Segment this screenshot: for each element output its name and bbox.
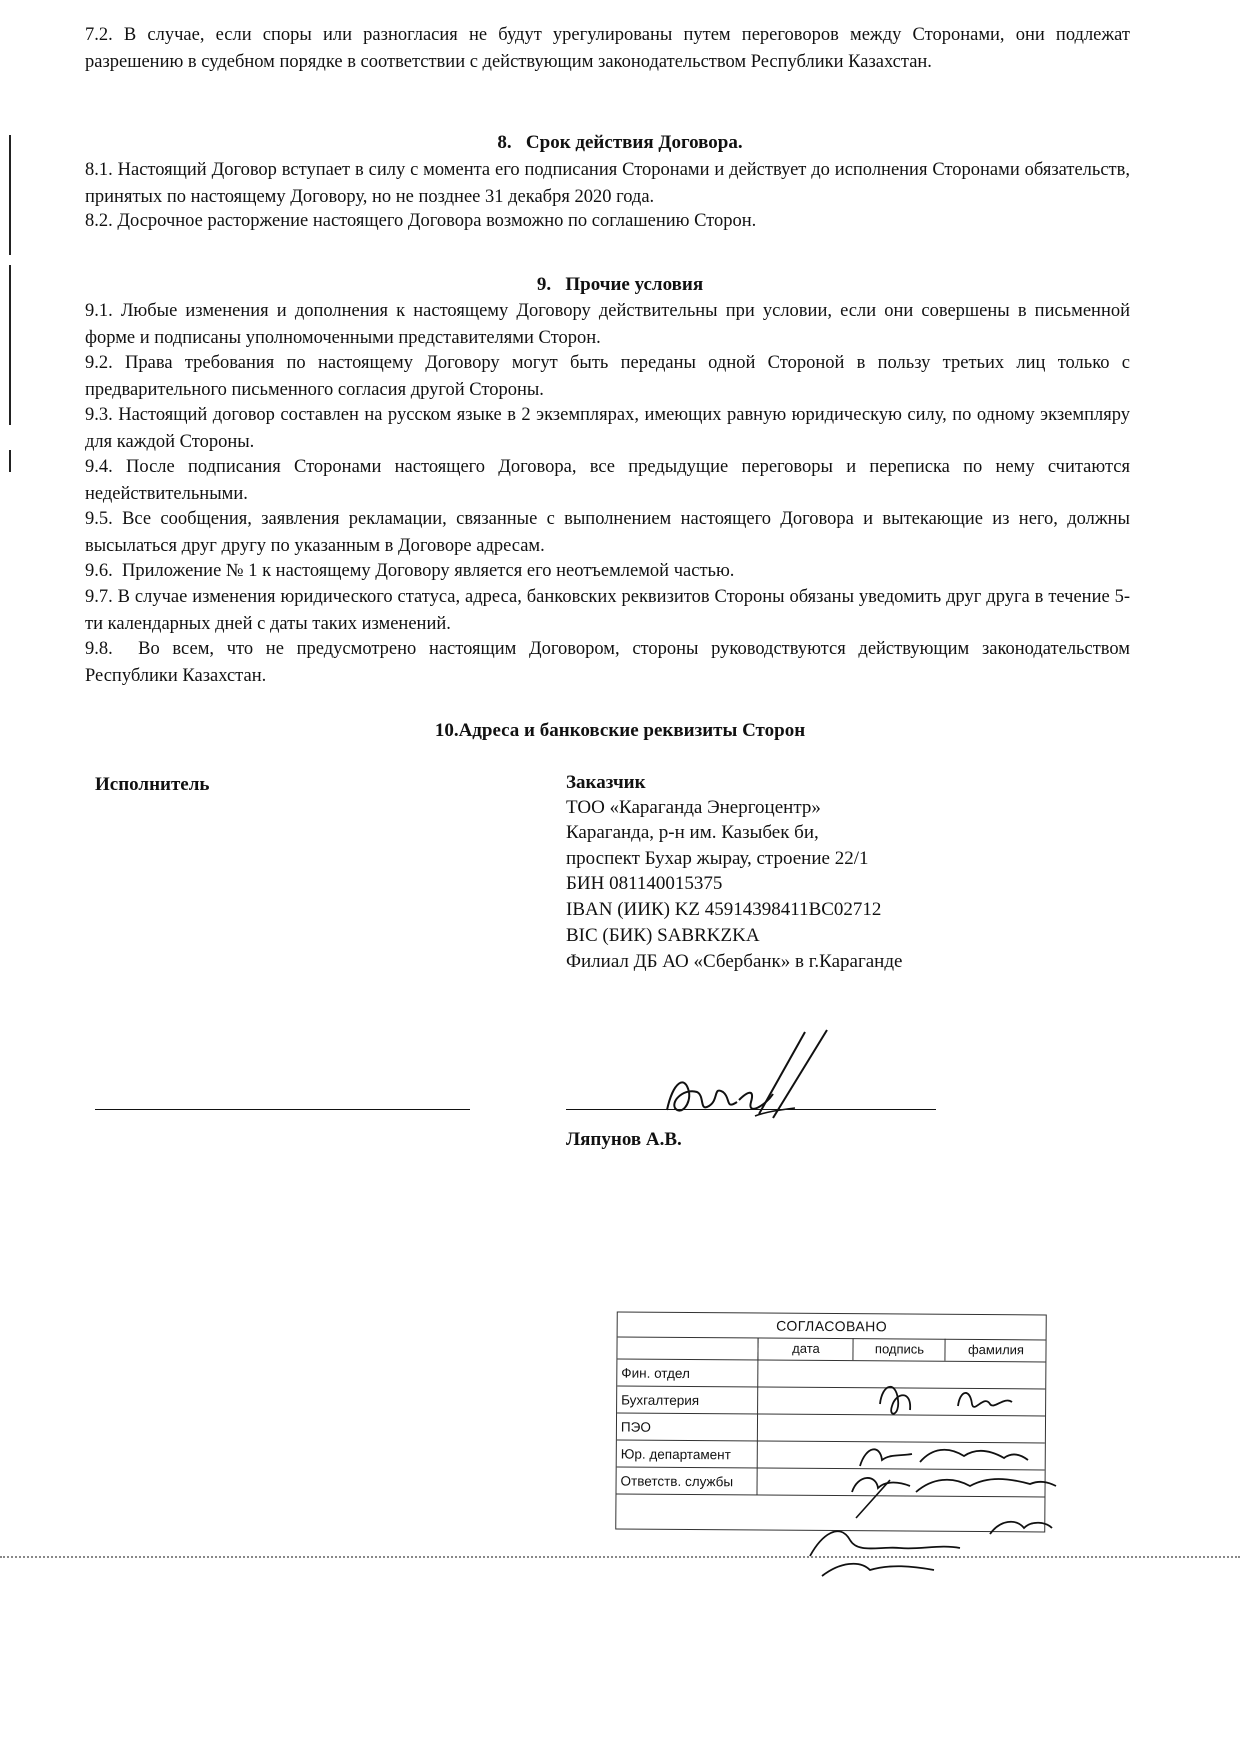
clause-9-6: 9.6. Приложение № 1 к настоящему Договору является его неотъемлемой частью. [85, 561, 735, 581]
section-9-title: 9. Прочие условия [536, 274, 704, 295]
stamp-col-date: дата [757, 1337, 853, 1360]
scan-dotted-line [0, 1556, 1240, 1558]
clause-9-5: 9.5. Все сообщения, заявления рекламации, связанные с выполнением настоящего Договора и вытекающие из него, должны высылаться друг другу по указанным в Договоре адресам. [85, 509, 1130, 556]
stamp-col-surname: фамилия [944, 1339, 1046, 1362]
clause-8-1: 8.1. Настоящий Договор вступает в силу с момента его подписания Сторонами и действует до исполнения Сторонами обязательств, принятых по настоящему Договору, но не позднее 31 декабря 2020 года. [85, 160, 1130, 207]
customer-caption: Заказчик [566, 772, 646, 793]
stamp-row-accounting: Бухгалтерия [617, 1386, 761, 1415]
stamp-row-peo: ПЭО [617, 1413, 761, 1442]
clause-9-8: 9.8. Во всем, что не предусмотрено настоящим Договором, стороны руководствуются действующим законодательством Республики Казахстан. [85, 639, 1130, 686]
stamp-row-responsible: Ответств. службы [616, 1467, 760, 1496]
customer-iban: IBAN (ИИК) KZ 45914398411BC02712 [566, 899, 882, 920]
clause-9-1: 9.1. Любые изменения и дополнения к настоящему Договору действительны при условии, если они совершены в письменной форме и подписаны уполномоченными представителями Сторон. [85, 301, 1130, 348]
clause-8-2: 8.2. Досрочное расторжение настоящего Договора возможно по соглашению Сторон. [85, 211, 757, 231]
clause-7-2: 7.2. В случае, если споры или разногласия не будут урегулированы путем переговоров между Сторонами, они подлежат разрешению в судебном порядке в соответствии с действующим законодательством Республики Казахстан. [85, 25, 1130, 72]
stamp-row-finance: Фин. отдел [617, 1359, 761, 1388]
scan-margin-mark [9, 450, 11, 472]
clause-9-4: 9.4. После подписания Сторонами настоящего Договора, все предыдущие переговоры и переписка по нему считаются недействительными. [85, 457, 1130, 504]
customer-name: ТОО «Караганда Энергоцентр» [566, 797, 821, 818]
customer-bin: БИН 081140015375 [566, 873, 723, 894]
section-10-title: 10.Адреса и банковские реквизиты Сторон [434, 720, 806, 741]
clause-9-2: 9.2. Права требования по настоящему Договору могут быть переданы одной Стороной в пользу третьих лиц только с предварительного письменного согласия другой Стороны. [85, 353, 1130, 400]
customer-signatory: Ляпунов А.В. [566, 1129, 682, 1150]
customer-address-2: проспект Бухар жырау, строение 22/1 [566, 848, 869, 869]
customer-bic: BIC (БИК) SABRKZKA [566, 925, 760, 946]
executor-signature-line [95, 1109, 470, 1110]
executor-caption: Исполнитель [95, 774, 210, 795]
customer-bank: Филиал ДБ АО «Сбербанк» в г.Караганде [566, 951, 903, 972]
customer-signature [655, 1022, 855, 1132]
customer-address-1: Караганда, р-н им. Казыбек би, [566, 822, 819, 843]
clause-9-7: 9.7. В случае изменения юридического статуса, адреса, банковских реквизитов Стороны обязаны уведомить друг друга в течение 5-ти календарных дней с даты таких изменений. [85, 587, 1130, 634]
stamp-row-legal: Юр. департамент [617, 1440, 761, 1469]
section-8-title: 8. Срок действия Договора. [497, 132, 743, 153]
clause-9-3: 9.3. Настоящий договор составлен на русском языке в 2 экземплярах, имеющих равную юридическую силу, по одному экземпляру для каждой Стороны. [85, 405, 1130, 452]
stamp-col-signature: подпись [852, 1338, 945, 1361]
stamp-title: СОГЛАСОВАНО [618, 1313, 1046, 1341]
stamp-handwriting [560, 1320, 1080, 1580]
